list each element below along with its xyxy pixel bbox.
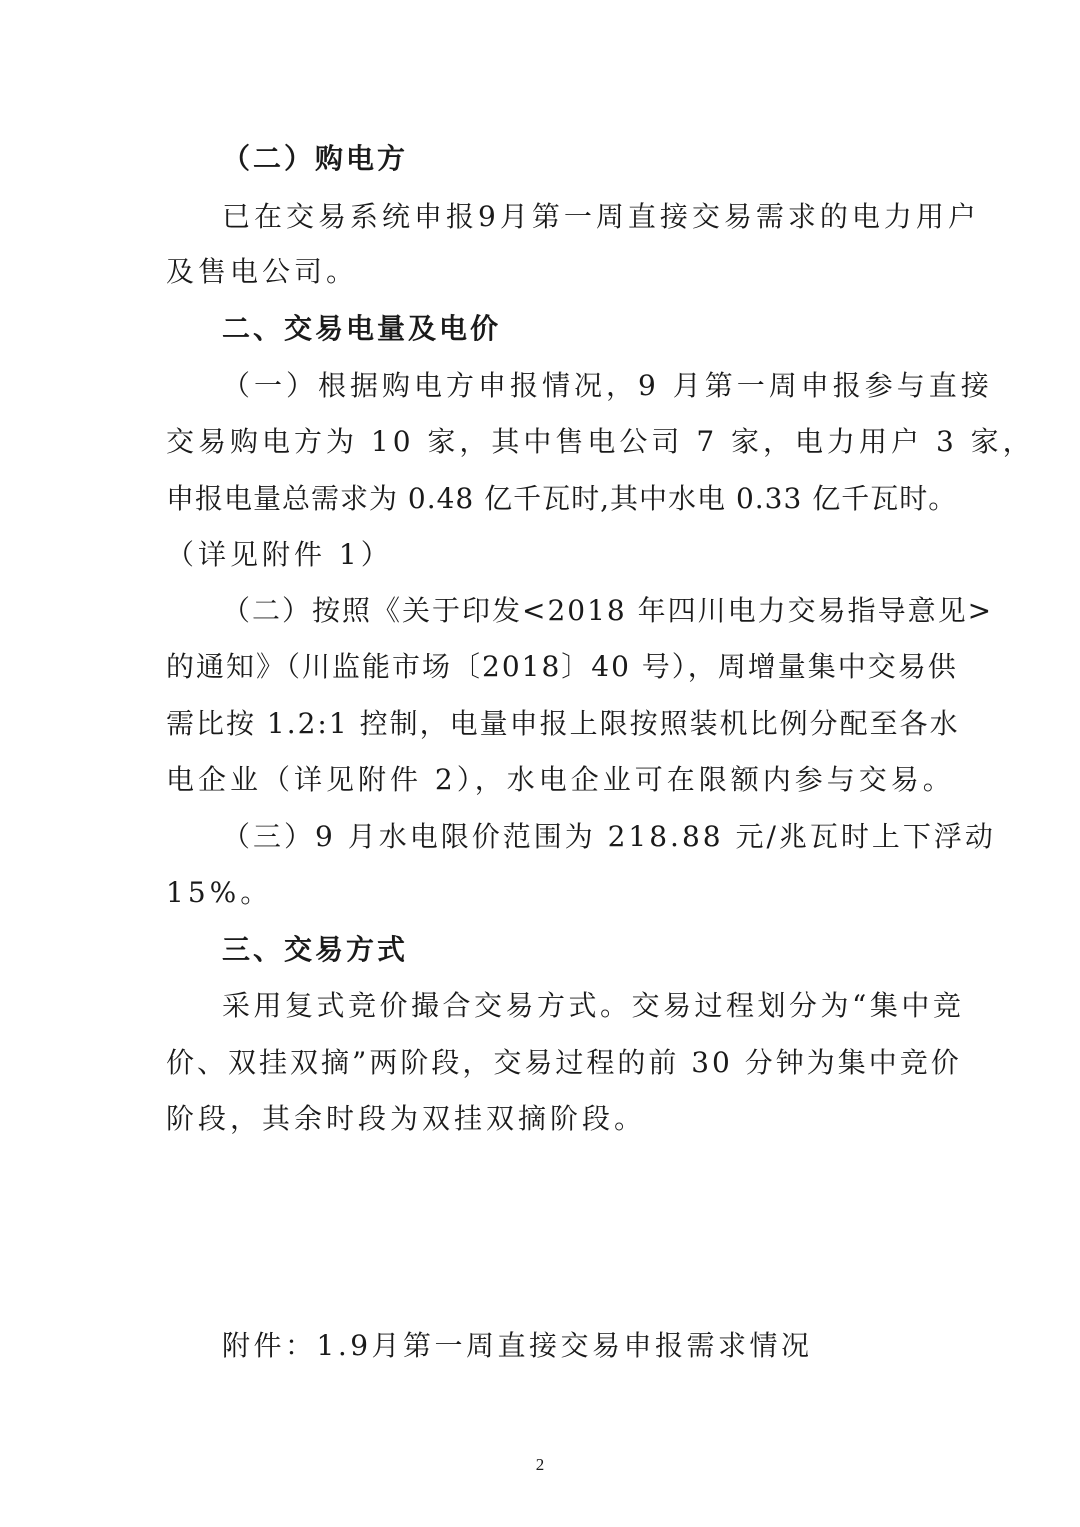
section-two-item3-line-2: 15%。 [166, 876, 273, 909]
section-three-para-line-1: 采用复式竞价撮合交易方式。交易过程划分为“集中竞 [222, 989, 965, 1022]
section-two-item1-line-1: （一）根据购电方申报情况，9 月第一周申报参与直接 [222, 369, 993, 402]
attachment-note: 附件：1.9月第一周直接交易申报需求情况 [222, 1329, 813, 1362]
section-two-item3-line-1: （三）9 月水电限价范围为 218.88 元/兆瓦时上下浮动 [222, 820, 996, 853]
section-three-para-line-2: 价、双挂双摘”两阶段，交易过程的前 30 分钟为集中竞价 [166, 1046, 962, 1079]
section-two-item1-line-3: 申报电量总需求为 0.48 亿千瓦时,其中水电 0.33 亿千瓦时。 [166, 482, 958, 515]
section-two-item1-line-4: （详见附件 1） [166, 538, 393, 571]
section-two-item2-line-3: 需比按 1.2:1 控制，电量申报上限按照装机比例分配至各水 [166, 707, 960, 740]
section-three-heading: 三、交易方式 [222, 933, 409, 966]
section-two-item2-line-4: 电企业（详见附件 2），水电企业可在限额内参与交易。 [166, 763, 955, 796]
purchaser-para-line-1: 已在交易系统申报9月第一周直接交易需求的电力用户 [222, 200, 980, 233]
section-three-para-line-3: 阶段，其余时段为双挂双摘阶段。 [166, 1102, 647, 1135]
purchaser-heading: （二）购电方 [222, 142, 409, 175]
page-number: 2 [535, 1455, 545, 1474]
section-two-item2-line-1: （二）按照《关于印发<2018 年四川电力交易指导意见> [222, 594, 994, 627]
section-two-item1-line-2: 交易购电方为 10 家，其中售电公司 7 家，电力用户 3 家， [166, 425, 1035, 458]
section-two-heading: 二、交易电量及电价 [222, 312, 502, 345]
section-two-item2-line-2: 的通知》（川监能市场〔2018〕40 号），周增量集中交易供 [166, 650, 958, 683]
purchaser-para-line-2: 及售电公司。 [166, 255, 359, 288]
